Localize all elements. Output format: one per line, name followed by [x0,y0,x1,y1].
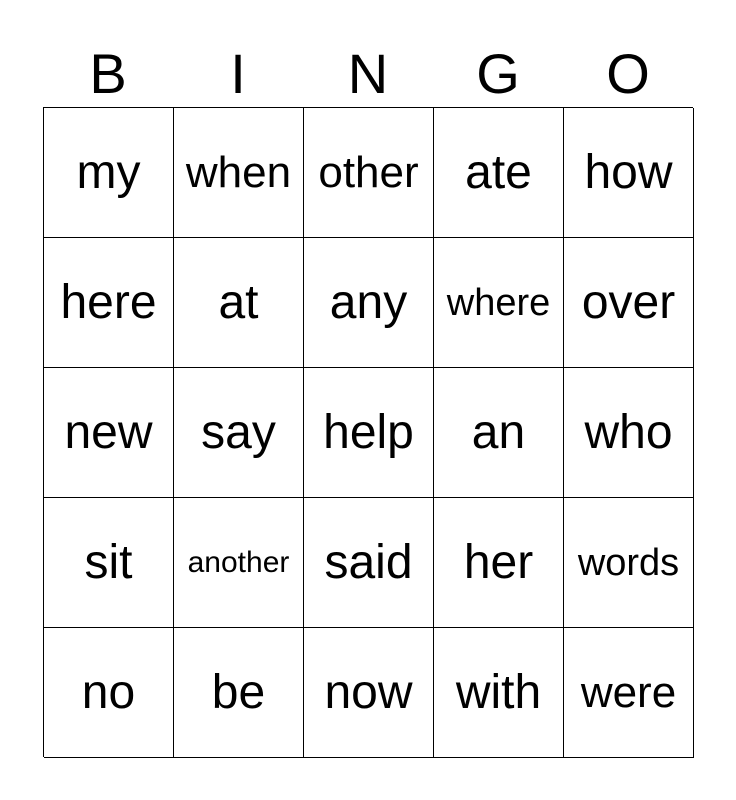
bingo-cell: words [564,498,694,628]
bingo-cell: when [174,108,304,238]
bingo-cell: help [304,368,434,498]
bingo-board [43,107,693,757]
bingo-cell: over [564,238,694,368]
bingo-cell: where [434,238,564,368]
bingo-cell: be [174,628,304,758]
bingo-cell: who [564,368,694,498]
bingo-cell: ate [434,108,564,238]
bingo-cell: here [44,238,174,368]
bingo-cell: my [44,108,174,238]
header-letter-b: B [89,42,127,105]
bingo-cell: new [44,368,174,498]
bingo-cell: sit [44,498,174,628]
bingo-cell: said [304,498,434,628]
bingo-cell: how [564,108,694,238]
bingo-cell: another [174,498,304,628]
bingo-cell: an [434,368,564,498]
header-letter-o: O [606,42,650,105]
header-letter-n: N [347,42,389,105]
bingo-cell: any [304,238,434,368]
bingo-cell: now [304,628,434,758]
bingo-cell: no [44,628,174,758]
bingo-cell: at [174,238,304,368]
bingo-cell: other [304,108,434,238]
header-letter-g: G [476,42,520,105]
bingo-cell: say [174,368,304,498]
bingo-cell: with [434,628,564,758]
bingo-cell: were [564,628,694,758]
bingo-cell: her [434,498,564,628]
bingo-header [43,40,693,108]
header-letter-i: I [230,42,246,105]
